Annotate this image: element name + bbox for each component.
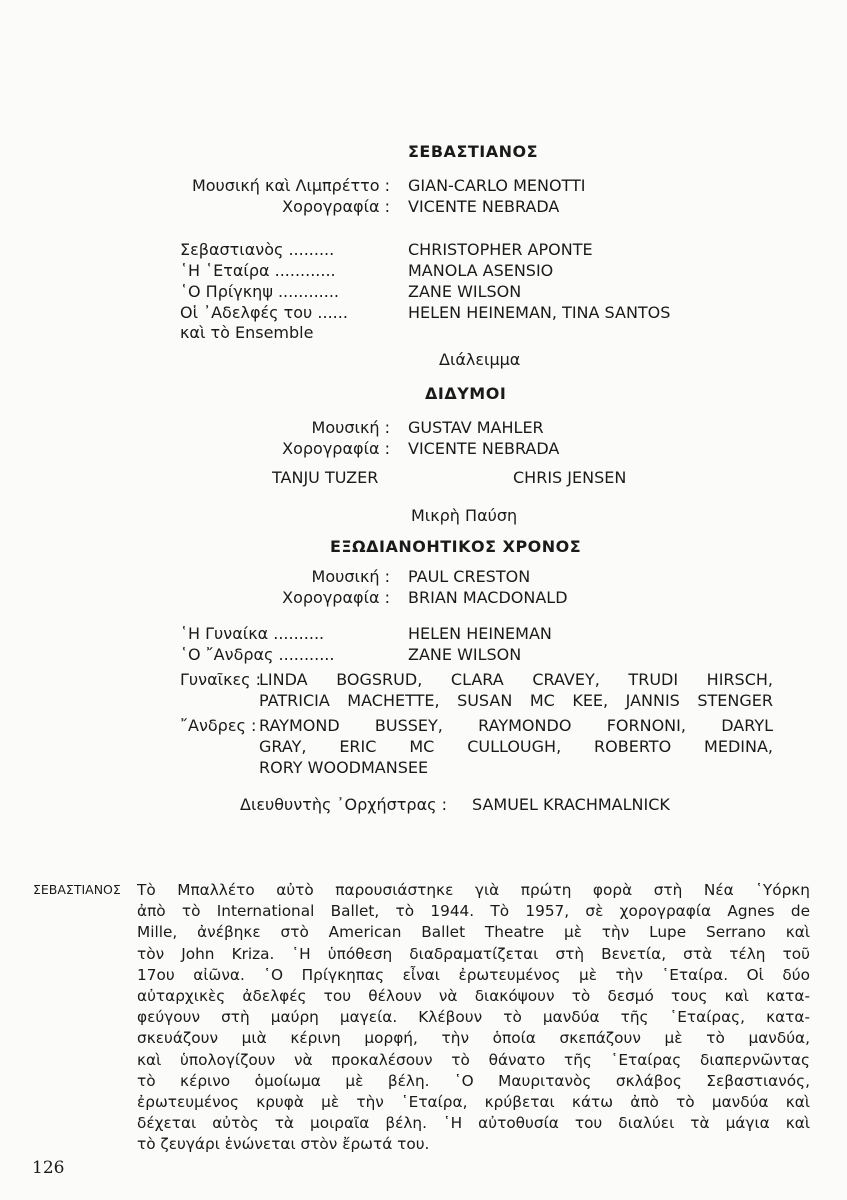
credit-value: PAUL CRESTON [408, 567, 531, 586]
credit-label: Χορογραφία : [282, 439, 390, 458]
section-title-didymoi: ΔΙΔΥΜΟΙ [425, 384, 507, 403]
credit-value: VICENTE NEBRADA [408, 197, 560, 216]
men-names: GRAY, ERIC MC CULLOUGH, ROBERTO MEDINA, [259, 737, 773, 756]
cast-role: ῾Ο ῎Ανδρας ........... [180, 645, 335, 664]
credit-value: GIAN-CARLO MENOTTI [408, 176, 586, 195]
synopsis-line: ἀπὸ τὸ International Ballet, τὸ 1944. Τὸ 1957, σὲ χορογραφία Agnes de [137, 902, 810, 921]
credit-label: Μουσική καὶ Λιμπρέττο : [191, 176, 390, 195]
credit-label: Μουσική : [311, 567, 390, 586]
intermission-label: Διάλειμμα [439, 350, 521, 369]
women-label: Γυναῖκες : [180, 670, 262, 689]
women-names: LINDA BOGSRUD, CLARA CRAVEY, TRUDI HIRSCH, [259, 670, 773, 689]
synopsis-side-label: ΣΕΒΑΣΤΙΑΝΟΣ [33, 882, 121, 897]
synopsis-line: σκευάζουν μιὰ κέρινη μορφή, τὴν ὁποία σκεπάζουν μὲ τὸ μανδύα, [137, 1029, 810, 1048]
dancer-name: TANJU TUZER [272, 468, 379, 487]
credit-label: Μουσική : [311, 418, 390, 437]
section-title-exodianoetikos: ΕΞΩΔΙΑΝΟΗΤΙΚΟΣ ΧΡΟΝΟΣ [330, 537, 582, 556]
cast-role: ῾Η ῾Εταίρα ............ [180, 261, 336, 280]
women-names: PATRICIA MACHETTE, SUSAN MC KEE, JANNIS STENGER [259, 691, 773, 710]
cast-dancer: ZANE WILSON [408, 282, 522, 301]
credit-label: Χορογραφία : [282, 197, 390, 216]
synopsis-line: 17ου αἰῶνα. ῾Ο Πρίγκηπας εἶναι ἐρωτευμένος μὲ τὴν ῾Εταίρα. Οἱ δύο [137, 965, 810, 984]
synopsis-line: Τὸ Μπαλλέτο αὐτὸ παρουσιάστηκε γιὰ πρώτη φορὰ στὴ Νέα ῾Υόρκη [137, 881, 810, 899]
section-title-sebastianos: ΣΕΒΑΣΤΙΑΝΟΣ [408, 142, 539, 161]
short-pause-label: Μικρὴ Παύση [411, 506, 518, 525]
cast-role: καὶ τὸ Ensemble [180, 323, 314, 342]
cast-dancer: HELEN HEINEMAN, TINA SANTOS [408, 303, 671, 322]
synopsis-line: ἐρωτευμένος κρυφὰ μὲ τὴν ῾Εταίρα, κρύβεται κάτω ἀπὸ τὸ μανδύα καὶ [137, 1093, 810, 1112]
credit-label: Χορογραφία : [282, 588, 390, 607]
conductor-label: Διευθυντὴς ᾿Ορχήστρας : [240, 795, 447, 814]
page-number: 126 [32, 1158, 65, 1178]
conductor-name: SAMUEL KRACHMALNICK [472, 795, 670, 814]
synopsis-line: τὸ ζευγάρι ἑνώνεται στὸν ἔρωτά του. [137, 1135, 430, 1154]
cast-dancer: MANOLA ASENSIO [408, 261, 554, 280]
men-names: RAYMOND BUSSEY, RAYMONDO FORNONI, DARYL [259, 716, 773, 735]
synopsis-line: τὸν John Kriza. ῾Η ὑπόθεση διαδραματίζεται στὴ Βενετία, στὰ τέλη τοῦ [137, 944, 810, 963]
synopsis-line: τὸ κέρινο ὁμοίωμα μὲ βέλη. ῾Ο Μαυριτανὸς σκλάβος Σεβαστιανός, [137, 1071, 810, 1090]
synopsis-line: Mille, ἀνέβηκε στὸ American Ballet Theatre μὲ τὴν Lupe Serrano καὶ [137, 923, 810, 942]
cast-dancer: CHRISTOPHER APONTE [408, 240, 593, 259]
men-names: RORY WOODMANSEE [259, 758, 429, 777]
cast-role: Σεβαστιανὸς ......... [180, 240, 335, 259]
synopsis-line: δέχεται αὐτὸς τὰ μοιραῖα βέλη. ῾Η αὐτοθυσία του διαλύει τὰ μάγια καὶ [137, 1114, 810, 1133]
cast-role: ῾Η Γυναίκα .......... [180, 624, 325, 643]
credit-value: BRIAN MACDONALD [408, 588, 568, 607]
cast-role: ῾Ο Πρίγκηψ ............ [180, 282, 339, 301]
credit-value: VICENTE NEBRADA [408, 439, 560, 458]
synopsis-line: καὶ ὑπολογίζουν νὰ προκαλέσουν τὸ θάνατο τῆς ῾Εταίρας διαπερνῶντας [137, 1050, 810, 1069]
credit-value: GUSTAV MAHLER [408, 418, 544, 437]
cast-dancer: HELEN HEINEMAN [408, 624, 552, 643]
synopsis-paragraph [137, 880, 810, 1156]
synopsis-line: αὐταρχικὲς ἀδελφές του θέλουν νὰ διακόψουν τὸ δεσμό τους καὶ κατα- [137, 987, 810, 1006]
cast-role: Οἱ ᾿Αδελφές του ...... [180, 303, 348, 322]
synopsis-line: φεύγουν στὴ μαύρη μαγεία. Κλέβουν τὸ μανδύα τῆς ῾Εταίρας, κατα- [137, 1008, 810, 1027]
cast-dancer: ZANE WILSON [408, 645, 522, 664]
dancer-name: CHRIS JENSEN [513, 468, 627, 487]
men-label: ῎Ανδρες : [180, 716, 257, 735]
